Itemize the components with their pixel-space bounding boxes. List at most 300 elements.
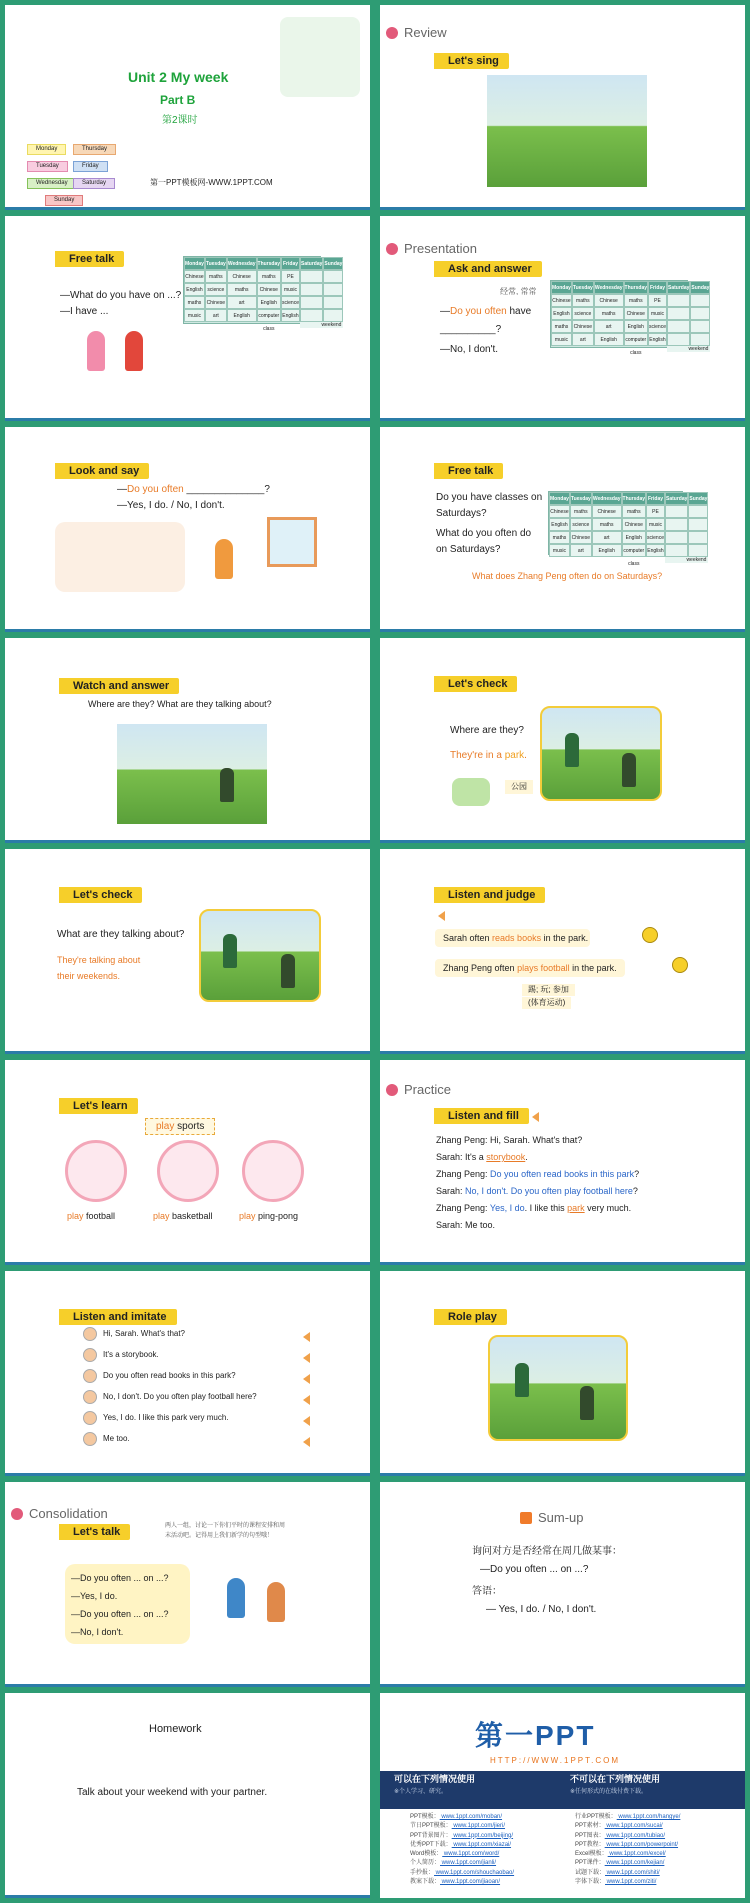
answer-line: —Yes, I do. / No, I don't. — [117, 500, 225, 511]
badge-free-talk: Free talk — [434, 463, 503, 479]
football-image — [65, 1140, 127, 1202]
link-label: PPT背景图片： — [410, 1832, 452, 1839]
timetable-cell: English — [594, 333, 624, 346]
boy-standing-figure — [565, 733, 579, 767]
question-line: Where are they? What are they talking about? — [88, 699, 272, 709]
link-label: Excel模板： — [575, 1851, 608, 1858]
park-scene-image — [199, 909, 321, 1002]
flower-icon — [386, 27, 398, 39]
timetable-cell: science — [648, 320, 667, 333]
timetable-cell — [300, 270, 323, 283]
slide-review — [380, 5, 745, 210]
timetable-cell — [688, 531, 708, 544]
badge-lets-talk: Let's talk — [59, 1524, 130, 1540]
speaker-icon[interactable] — [303, 1437, 310, 1447]
timetable-cell: maths — [257, 270, 282, 283]
dialogue-line: Zhang Peng: Yes, I do. I like this park very much. — [436, 1203, 632, 1213]
timetable-cell: maths — [622, 505, 647, 518]
timetable-header: Monday — [184, 257, 205, 270]
timetable-cell: English — [646, 544, 665, 557]
link-label: 行业PPT模板： — [575, 1814, 617, 1820]
timetable-cell: PE — [648, 294, 667, 307]
link-row — [575, 1841, 680, 1850]
homework-title: Homework — [149, 1723, 202, 1735]
section-practice: Practice — [386, 1082, 451, 1097]
speaker-avatar — [83, 1411, 97, 1425]
instruction-text: 末活动吧。记得用上我们新学的句型哦！ — [165, 1533, 274, 1539]
timetable-cell: art — [594, 320, 624, 333]
speaker-avatar — [83, 1327, 97, 1341]
dialogue-line: Sarah: No, I don't. Do you often play football here? — [436, 1186, 638, 1196]
dialogue-line: Sarah: Me too. — [436, 1220, 496, 1230]
link-label: PPT模板： — [410, 1814, 440, 1820]
timetable-cell — [300, 309, 323, 322]
link-url[interactable]: www.1ppt.com/jianli/ — [440, 1860, 497, 1867]
speaker-avatar — [83, 1432, 97, 1446]
slide-free-talk-2 — [380, 427, 745, 632]
slide-lets-learn — [5, 1060, 370, 1265]
link-url[interactable]: www.1ppt.com/xiazai/ — [451, 1841, 512, 1848]
link-url[interactable]: www.1ppt.com/sucai/ — [604, 1823, 663, 1830]
slide-credits — [380, 1693, 745, 1898]
day-tag: Wednesday — [27, 178, 77, 189]
slide-lets-check-2 — [5, 849, 370, 1054]
speaker-icon[interactable] — [303, 1353, 310, 1363]
brand-logo: 第一PPT — [475, 1720, 596, 1751]
question-line: on Saturdays? — [436, 544, 501, 555]
badge-lets-sing: Let's sing — [434, 53, 509, 69]
timetable-cell — [323, 283, 343, 296]
dialogue-line: —Do you often ... on ...? — [71, 1573, 169, 1583]
park-image — [487, 75, 647, 187]
homework-text: Talk about your weekend with your partner. — [77, 1787, 268, 1798]
link-url[interactable]: www.1ppt.com/tubiao/ — [604, 1832, 666, 1839]
speaker-icon[interactable] — [438, 911, 445, 921]
ping-pong-image — [242, 1140, 304, 1202]
timetable-cell: science — [281, 296, 300, 309]
timetable-cell: Chinese — [570, 531, 592, 544]
basketball-image — [157, 1140, 219, 1202]
badge-lets-check: Let's check — [59, 887, 142, 903]
flower-icon — [386, 1084, 398, 1096]
dialogue-line: —Do you often ... on ...? — [71, 1609, 169, 1619]
link-url[interactable]: www.1ppt.com/jiaoan/ — [440, 1879, 501, 1886]
timetable-cell — [665, 531, 688, 544]
timetable-header: Sunday — [690, 281, 710, 294]
timetable-cell: Chinese — [257, 283, 282, 296]
link-label: 字体下载： — [575, 1879, 606, 1886]
link-row — [410, 1841, 514, 1850]
timetable-cell: maths — [551, 320, 572, 333]
timetable-cell: English — [551, 307, 572, 320]
girl-sitting-figure — [281, 954, 295, 988]
timetable-cell — [667, 294, 690, 307]
timetable-cell: maths — [205, 270, 227, 283]
link-row — [410, 1859, 514, 1868]
timetable-cell — [665, 518, 688, 531]
timetable-header: Thursday — [622, 492, 647, 505]
timetable-header: Monday — [551, 281, 572, 294]
dialogue-line: —No, I don't. — [71, 1627, 124, 1637]
imitate-line: It's a storybook. — [83, 1348, 159, 1362]
link-url[interactable]: www.1ppt.com/ziti/ — [605, 1879, 657, 1886]
timetable-cell — [690, 307, 710, 320]
question-line: —Do you often ______________? — [117, 484, 270, 495]
badge-lets-learn: Let's learn — [59, 1098, 138, 1114]
speaker-icon[interactable] — [532, 1112, 539, 1122]
link-url[interactable]: www.1ppt.com/shiti/ — [605, 1869, 660, 1876]
timetable-cell: Chinese — [549, 505, 570, 518]
girl-figure — [87, 331, 105, 371]
links-left — [410, 1813, 514, 1887]
timetable-header: Tuesday — [570, 492, 592, 505]
answer-line: They're talking about — [57, 955, 141, 965]
badge-role-play: Role play — [434, 1309, 507, 1325]
speaker-icon[interactable] — [303, 1416, 310, 1426]
day-tag: Tuesday — [27, 161, 68, 172]
section-sum-up: Sum-up — [520, 1510, 584, 1525]
boy-figure — [227, 1578, 245, 1618]
girl-sitting-figure — [220, 768, 234, 802]
timetable — [548, 491, 708, 567]
play-sports-label: play sports — [145, 1118, 215, 1135]
timetable-footer: weekend — [665, 557, 708, 563]
question-line: —What do you have on ...? — [60, 290, 182, 301]
day-tag: Monday — [27, 144, 66, 155]
link-url[interactable]: www.1ppt.com/shouchaobao/ — [434, 1869, 515, 1876]
timetable-cell: Chinese — [184, 270, 205, 283]
answer-line: their weekends. — [57, 971, 121, 981]
happy-face-icon — [672, 957, 688, 973]
answer-line: —I have ... — [60, 306, 109, 317]
speaker-icon[interactable] — [303, 1395, 310, 1405]
sum-line: 询问对方是否经常在周几做某事： — [472, 1546, 622, 1557]
kids-illustration — [55, 522, 185, 592]
sum-line: 答语： — [472, 1586, 502, 1597]
timetable-cell: maths — [572, 294, 594, 307]
question-line: What does Zhang Peng often do on Saturdays? — [472, 571, 663, 581]
timetable-header: Sunday — [323, 257, 343, 270]
link-label: PPT课件： — [575, 1860, 605, 1867]
link-row — [575, 1813, 680, 1822]
timetable-cell — [690, 320, 710, 333]
slide-lets-check-1 — [380, 638, 745, 843]
timetable-cell: science — [205, 283, 227, 296]
note-label: 踢; 玩; 参加 — [522, 984, 575, 996]
sum-line: —Do you often ... on ...? — [480, 1564, 589, 1575]
sad-face-icon — [642, 927, 658, 943]
number-illustration — [280, 17, 360, 97]
timetable-cell: music — [549, 544, 570, 557]
timetable-cell: maths — [570, 505, 592, 518]
timetable-cell: music — [281, 283, 300, 296]
timetable-header: Tuesday — [205, 257, 227, 270]
timetable-header: Thursday — [257, 257, 282, 270]
timetable-cell: Chinese — [622, 518, 647, 531]
question-line: Where are they? — [450, 725, 524, 736]
link-url[interactable]: www.1ppt.com/kejian/ — [604, 1860, 665, 1867]
timetable-cell: English — [184, 283, 205, 296]
timetable-cell: computer class — [622, 544, 647, 557]
timetable-cell: art — [592, 531, 622, 544]
timetable-cell: Chinese — [227, 270, 257, 283]
section-consolidation: Consolidation — [11, 1506, 108, 1521]
link-label: 教案下载： — [410, 1879, 441, 1886]
link-row — [575, 1832, 680, 1841]
slide-sum-up — [380, 1482, 745, 1687]
link-url[interactable]: www.1ppt.com/excel/ — [607, 1851, 666, 1858]
timetable-header: Saturday — [667, 281, 690, 294]
can-use-heading: 可以在下列情况使用 — [394, 1774, 476, 1784]
badge-listen-imitate: Listen and imitate — [59, 1309, 177, 1325]
link-row — [575, 1878, 680, 1887]
day-tag: Thursday — [73, 144, 116, 155]
sum-line: — Yes, I do. / No, I don't. — [486, 1604, 597, 1615]
timetable-header: Tuesday — [572, 281, 594, 294]
timetable-cell: English — [257, 296, 282, 309]
timetable-cell: science — [572, 307, 594, 320]
link-url[interactable]: www.1ppt.com/powerpoint/ — [604, 1841, 679, 1848]
note-label: 公园 — [505, 780, 533, 794]
slide-listen-judge — [380, 849, 745, 1054]
timetable-cell: Chinese — [592, 505, 622, 518]
link-label: Word模板： — [410, 1851, 443, 1858]
park-icon — [452, 778, 490, 806]
badge-look-and-say: Look and say — [55, 463, 149, 479]
timetable-cell: computer class — [624, 333, 649, 346]
timetable-cell: art — [572, 333, 594, 346]
speaker-avatar — [83, 1369, 97, 1383]
activity-label: play basketball — [153, 1211, 213, 1221]
window-illustration — [267, 517, 317, 567]
day-tag: Sunday — [45, 195, 83, 206]
kid-reading-figure — [215, 539, 233, 579]
slide-free-talk-1 — [5, 216, 370, 421]
timetable-cell — [323, 296, 343, 309]
timetable-cell — [300, 296, 323, 309]
badge-free-talk: Free talk — [55, 251, 124, 267]
timetable-cell: maths — [184, 296, 205, 309]
question-line: —Do you often have — [440, 306, 532, 317]
park-scene-image — [117, 724, 267, 824]
park-scene-image — [488, 1335, 628, 1441]
timetable-cell: maths — [594, 307, 624, 320]
link-row — [575, 1850, 680, 1859]
badge-listen-judge: Listen and judge — [434, 887, 545, 903]
site-label: 第一PPT模板网-WWW.1PPT.COM — [150, 178, 273, 187]
timetable-cell — [665, 505, 688, 518]
timetable-cell — [665, 544, 688, 557]
links-right — [575, 1813, 680, 1887]
timetable-header: Wednesday — [594, 281, 624, 294]
timetable-cell — [667, 333, 690, 346]
note-label: (体育运动) — [522, 997, 571, 1009]
speaker-avatar — [83, 1390, 97, 1404]
slide-homework — [5, 1693, 370, 1898]
timetable-cell: English — [648, 333, 667, 346]
brand-url[interactable]: HTTP://WWW.1PPT.COM — [490, 1756, 620, 1765]
link-row — [410, 1832, 514, 1841]
imitate-line: Hi, Sarah. What's that? — [83, 1327, 185, 1341]
imitate-line: No, I don't. Do you often play football here? — [83, 1390, 257, 1404]
link-url[interactable]: www.1ppt.com/hangye/ — [616, 1814, 681, 1820]
timetable-cell: Chinese — [572, 320, 594, 333]
imitate-line: Do you often read books in this park? — [83, 1369, 236, 1383]
day-tag: Saturday — [73, 178, 115, 189]
badge-ask-answer: Ask and answer — [434, 261, 542, 277]
dialogue-line: Zhang Peng: Hi, Sarah. What's that? — [436, 1135, 583, 1145]
slide-title — [5, 5, 370, 210]
boy-standing-figure — [223, 934, 237, 968]
timetable-cell — [688, 544, 708, 557]
slide-look-and-say — [5, 427, 370, 632]
timetable-cell: science — [570, 518, 592, 531]
girl-sitting-figure — [580, 1386, 594, 1420]
speaker-avatar — [83, 1348, 97, 1362]
timetable-cell: music — [646, 518, 665, 531]
timetable-cell: Chinese — [205, 296, 227, 309]
slide-role-play — [380, 1271, 745, 1476]
link-url[interactable]: www.1ppt.com/word/ — [442, 1851, 500, 1858]
link-label: PPT图表： — [575, 1832, 605, 1839]
speaker-icon[interactable] — [303, 1332, 310, 1342]
section-presentation: Presentation — [386, 241, 477, 256]
timetable-cell: Chinese — [594, 294, 624, 307]
blank-line: __________? — [440, 324, 502, 335]
question-line: What do you often do — [436, 528, 532, 539]
timetable-header: Monday — [549, 492, 570, 505]
timetable-cell: art — [205, 309, 227, 322]
slide-practice — [380, 1060, 745, 1265]
dialogue-line: Zhang Peng: Do you often read books in this park? — [436, 1169, 640, 1179]
unit-title: Unit 2 My week — [128, 69, 229, 85]
timetable-cell: English — [622, 531, 647, 544]
flower-icon — [386, 243, 398, 255]
imitate-line: Me too. — [83, 1432, 130, 1446]
link-row — [575, 1822, 680, 1831]
instruction-text: 两人一组，讨论一下你们平时的课程安排和周 — [165, 1523, 286, 1529]
timetable-cell: maths — [624, 294, 649, 307]
timetable-cell — [690, 294, 710, 307]
timetable-header: Thursday — [624, 281, 649, 294]
timetable-header: Sunday — [688, 492, 708, 505]
link-row — [575, 1869, 680, 1878]
answer-line: —No, I don't. — [440, 344, 499, 355]
timetable-header: Saturday — [300, 257, 323, 270]
activity-label: play ping-pong — [239, 1211, 299, 1221]
timetable-cell — [300, 283, 323, 296]
timetable-footer: weekend — [300, 322, 343, 328]
girl-sitting-figure — [622, 753, 636, 787]
slide-listen-imitate — [5, 1271, 370, 1476]
speaker-icon[interactable] — [303, 1374, 310, 1384]
cannot-use-heading: 不可以在下列情况使用 — [570, 1774, 661, 1784]
flower-icon — [11, 1508, 23, 1520]
timetable — [550, 280, 710, 356]
timetable-cell: English — [227, 309, 257, 322]
timetable-cell: PE — [646, 505, 665, 518]
cannot-use-note: ※任何形式的在线付费下载。 — [570, 1789, 648, 1795]
link-label: 手抄报： — [410, 1869, 435, 1876]
boy-standing-figure — [515, 1363, 529, 1397]
timetable — [183, 256, 343, 332]
timetable-header: Saturday — [665, 492, 688, 505]
answer-line: They're in a park. — [450, 750, 527, 761]
timetable-cell — [688, 518, 708, 531]
timetable-cell — [690, 333, 710, 346]
lesson-label: 第2课时 — [162, 115, 198, 126]
timetable-header: Wednesday — [227, 257, 257, 270]
day-tag: Friday — [73, 161, 108, 172]
timetable-cell: English — [624, 320, 649, 333]
timetable-header: Friday — [281, 257, 300, 270]
timetable-header: Friday — [646, 492, 665, 505]
timetable-cell: Chinese — [551, 294, 572, 307]
part-label: Part B — [160, 93, 196, 107]
link-row — [410, 1822, 514, 1831]
slide-watch-answer — [5, 638, 370, 843]
timetable-cell — [667, 320, 690, 333]
slide-consolidation — [5, 1482, 370, 1687]
link-label: 个人简历： — [410, 1860, 441, 1867]
link-row — [575, 1859, 680, 1868]
question-line: Do you have classes on — [436, 492, 543, 503]
badge-listen-fill: Listen and fill — [434, 1108, 529, 1124]
link-url[interactable]: www.1ppt.com/beijing/ — [451, 1832, 514, 1839]
link-row — [410, 1850, 514, 1859]
question-line: What are they talking about? — [57, 929, 185, 940]
link-label: 节日PPT模板： — [410, 1823, 452, 1830]
link-url[interactable]: www.1ppt.com/jieri/ — [451, 1823, 506, 1830]
timetable-cell: Chinese — [624, 307, 649, 320]
can-use-note: ※个人学习、研究。 — [394, 1789, 448, 1795]
timetable-cell — [667, 307, 690, 320]
timetable-cell: English — [281, 309, 300, 322]
badge-lets-check: Let's check — [434, 676, 517, 692]
badge-watch-answer: Watch and answer — [59, 678, 179, 694]
timetable-cell: maths — [227, 283, 257, 296]
dialogue-line: Sarah: It's a storybook. — [436, 1152, 528, 1162]
link-row — [410, 1813, 514, 1822]
timetable-header: Wednesday — [592, 492, 622, 505]
judge-statement: Zhang Peng often plays football in the park. — [435, 959, 625, 977]
timetable-cell: English — [592, 544, 622, 557]
activity-label: play football — [67, 1211, 116, 1221]
timetable-cell — [688, 505, 708, 518]
question-line: Saturdays? — [436, 508, 487, 519]
dialogue-line: —Yes, I do. — [71, 1591, 118, 1601]
park-scene-image — [540, 706, 662, 801]
timetable-header: Friday — [648, 281, 667, 294]
star-icon — [520, 1512, 532, 1524]
timetable-cell: PE — [281, 270, 300, 283]
link-url[interactable]: www.1ppt.com/moban/ — [439, 1814, 503, 1820]
section-review: Review — [386, 25, 447, 40]
link-label: PPT素材： — [575, 1823, 605, 1830]
timetable-cell: computer class — [257, 309, 282, 322]
timetable-cell: art — [570, 544, 592, 557]
judge-statement: Sarah often reads books in the park. — [435, 929, 590, 947]
link-label: PPT教程： — [575, 1841, 605, 1848]
timetable-cell: maths — [549, 531, 570, 544]
note-label: 经常, 常常 — [500, 287, 537, 296]
link-label: 试题下载： — [575, 1869, 606, 1876]
link-label: 优秀PPT下载： — [410, 1841, 452, 1848]
girl-figure — [267, 1582, 285, 1622]
imitate-line: Yes, I do. I like this park very much. — [83, 1411, 229, 1425]
timetable-cell: art — [227, 296, 257, 309]
slide-presentation — [380, 216, 745, 421]
